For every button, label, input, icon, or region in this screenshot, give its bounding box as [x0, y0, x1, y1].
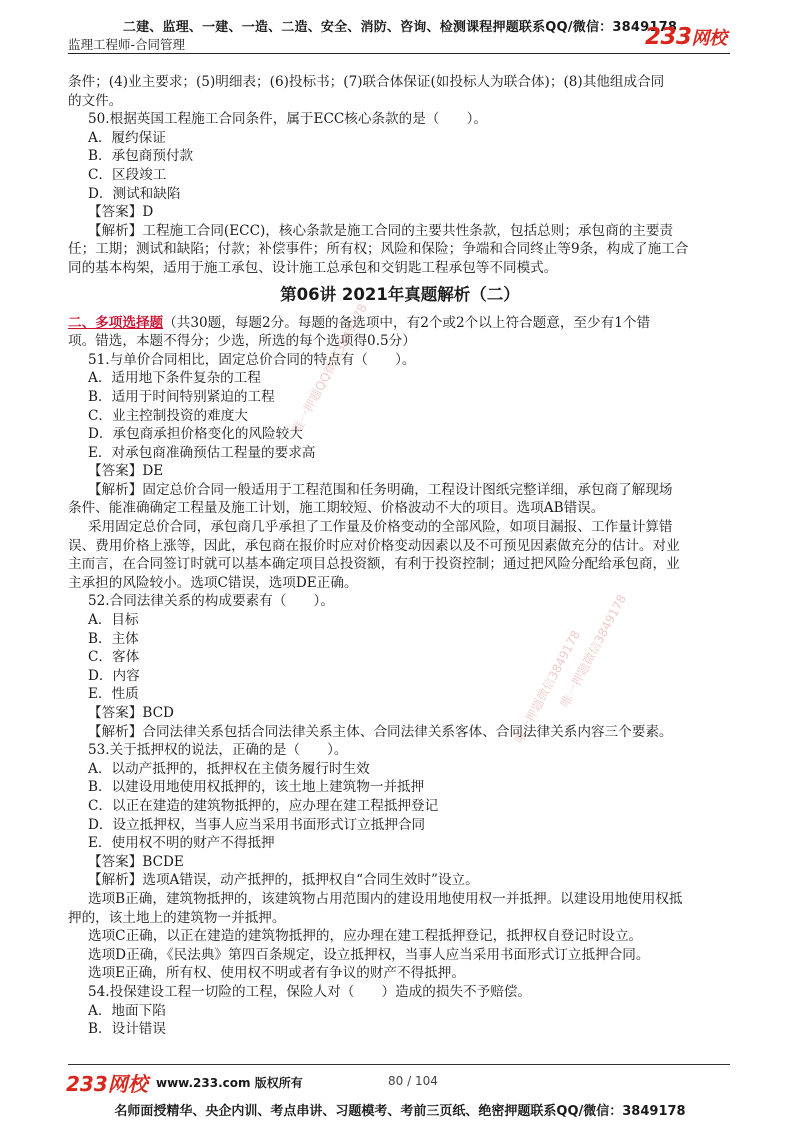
text-line: 任；工期；测试和缺陷；付款；补偿事件；所有权；风险和保险；争端和合同终止等9条，构成了施工合 — [68, 241, 689, 258]
text-line: 同的基本构架，适用于施工承包、设计施工总承包和交钥匙工程承包等不同模式。 — [68, 259, 558, 276]
text-line: E．性质 — [88, 686, 139, 703]
text-line: 【解析】工程施工合同(ECC)，核心条款是施工合同的主要共性条款，包括总则；承包商的主要责 — [88, 222, 674, 239]
text-line: 选项C正确，以正在建造的建筑物抵押的，应办理在建工程抵押登记，抵押权自登记时设立。 — [88, 928, 643, 945]
text-line: 【答案】BCD — [88, 705, 174, 721]
text-block-prev — [68, 73, 732, 278]
text-line: E．使用权不明的财产不得抵押 — [88, 835, 275, 852]
text-line: 误、费用价格上涨等，因此，承包商在报价时应对价格变动因素以及不可预见因素做充分的估计。对业 — [68, 537, 680, 554]
text-line: A．目标 — [88, 612, 139, 629]
text-line: 条件、能准确确定工程量及施工计划，施工期较短、价格波动不大的项目。选项AB错误。 — [68, 500, 605, 517]
text-line: C．客体 — [88, 649, 140, 666]
text-line: D．设立抵押权，当事人应当采用书面形式订立抵押合同 — [88, 816, 426, 833]
text-line: E．对承包商准确预估工程量的要求高 — [88, 444, 316, 461]
page-number: 80 / 104 — [388, 1074, 438, 1088]
text-line: 【答案】DE — [88, 463, 164, 480]
text-line: 52.合同法律关系的构成要素有（ ）。 — [88, 593, 334, 610]
text-line: 【解析】选项A错误，动产抵押的，抵押权自“合同生效时”设立。 — [88, 872, 479, 889]
text-line: B．以建设用地使用权抵押的，该土地上建筑物一并抵押 — [88, 779, 425, 796]
text-line: A．以动产抵押的，抵押权在主债务履行时生效 — [88, 760, 370, 777]
text-line: B．设计错误 — [88, 1021, 166, 1038]
text-block-questions — [68, 351, 732, 1039]
text-line: B．主体 — [88, 630, 139, 647]
brand-logo-suffix: 网校 — [691, 28, 727, 49]
text-line: 【答案】D — [88, 204, 154, 221]
brand-logo — [645, 24, 727, 50]
text-line: 53.关于抵押权的说法，正确的是（ ）。 — [88, 742, 348, 759]
text-line: 选项D正确，《民法典》第四百条规定，设立抵押权，当事人应当采用书面形式订立抵押合同。 — [88, 946, 650, 963]
watermark-text: 唯一押题微信3849178 — [557, 592, 630, 710]
text-line: D．内容 — [88, 667, 140, 684]
text-line: D．承包商承担价格变化的风险较大 — [88, 426, 303, 443]
text-line: 【解析】固定总价合同一般适用于工程范围和任务明确，工程设计图纸完整详细，承包商了解现场 — [88, 481, 673, 498]
text-line: 选项B正确，建筑物抵押的，该建筑物占用范围内的建设用地使用权一并抵押。以建设用地使用权抵 — [88, 890, 683, 907]
text-line: 主而言，在合同签订时就可以基本确定项目总投资额，有利于投资控制；通过把风险分配给承包商，业 — [68, 556, 680, 573]
text-line: 采用固定总价合同，承包商几乎承担了工作量及价格变动的全部风险，如项目漏报、工作量计算错 — [88, 519, 673, 536]
text-line: 51.与单价合同相比，固定总价合同的特点有（ ）。 — [88, 351, 416, 368]
lecture-title: 第06讲 2021年真题解析（二） — [280, 284, 520, 304]
text-line: B．承包商预付款 — [88, 148, 194, 165]
section-desc-cont: 项。错选，本题不得分；少选，所选的每个选项得0.5分） — [68, 333, 416, 350]
header-divider — [68, 53, 730, 54]
text-line: 【解析】合同法律关系包括合同法律关系主体、合同法律关系客体、合同法律关系内容三个要素。 — [88, 723, 673, 740]
text-line: 选项E正确，所有权、使用权不明或者有争议的财产不得抵押。 — [88, 965, 465, 982]
brand-logo-number: 233 — [645, 24, 692, 50]
text-line: D．测试和缺陷 — [88, 185, 181, 202]
header-contact-line: 二建、监理、一建、一造、二造、安全、消防、咨询、检测课程押题联系QQ/微信：3849178 — [122, 20, 678, 35]
text-line: 押的，该土地上的建筑物一并抵押。 — [68, 909, 286, 926]
text-line: C．业主控制投资的难度大 — [88, 407, 248, 424]
footer-copyright: www.233.com 版权所有 — [156, 1076, 303, 1090]
text-line: 【答案】BCDE — [88, 853, 184, 870]
watermark-text: 唯一押题QQ微信3849178 — [289, 301, 370, 436]
text-line: A．适用地下条件复杂的工程 — [88, 370, 261, 387]
text-line: A．地面下陷 — [88, 1002, 166, 1019]
text-line: 50.根据英国工程施工合同条件，属于ECC核心条款的是（ ）。 — [88, 111, 487, 128]
text-line: 条件；(4)业主要求；(5)明细表；(6)投标书；(7)联合体保证(如投标人为联合体)；(8)其他组成合同 — [68, 74, 665, 90]
footer-divider — [68, 1064, 730, 1065]
document-body — [68, 73, 732, 1039]
text-line: A．履约保证 — [88, 129, 166, 146]
footer-contact-line: 名师面授精华、央企内训、考点串讲、习题模考、考前三页纸、绝密押题联系QQ/微信：3849178 — [114, 1104, 686, 1119]
footer-logo: 233网校 — [66, 1072, 148, 1096]
section-label: 二、多项选择题 — [68, 314, 164, 331]
text-line: C．区段竣工 — [88, 166, 167, 183]
text-line: 54.投保建设工程一切险的工程，保险人对（ ）造成的损失不予赔偿。 — [88, 983, 532, 1000]
text-line: 的文件。 — [68, 92, 123, 109]
text-line: B．适用于时间特别紧迫的工程 — [88, 388, 275, 405]
header-subject: 监理工程师-合同管理 — [68, 37, 186, 52]
text-line: C．以正在建造的建筑物抵押的，应办理在建工程抵押登记 — [88, 797, 439, 814]
section-header — [68, 314, 732, 333]
text-line: 主承担的风险较小。选项C错误，选项DE正确。 — [68, 574, 358, 591]
watermark-text: 唯一押题微信3849178 — [511, 628, 584, 746]
section-desc: （共30题，每题2分。每题的备选项中，有2个或2个以上符合题意，至少有1个错 — [163, 314, 651, 331]
